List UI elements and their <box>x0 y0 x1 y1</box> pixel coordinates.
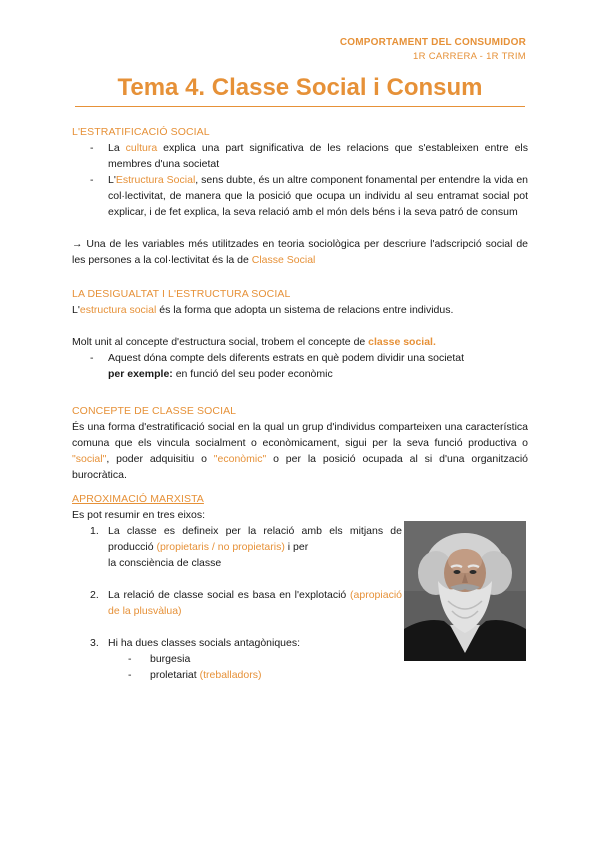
keyword: Estructura Social <box>115 174 196 186</box>
sub-bullet <box>72 667 402 683</box>
note-text: → Una de les variables més utilitzades en teoria sociològica per descriure l'adscripció social de les persones a la col·lectivitat és la de <box>72 238 528 266</box>
section-heading: L'ESTRATIFICACIÓ SOCIAL <box>72 126 210 138</box>
portrait-photo <box>404 521 526 661</box>
dash-marker: - <box>128 669 132 681</box>
paragraph-text: o per la posició ocupada al si d'una organització burocràtica. <box>72 453 528 481</box>
section-heading: APROXIMACIÓ MARXISTA <box>72 493 204 505</box>
item-number: 2. <box>90 589 99 601</box>
keyword: "social" <box>72 453 107 465</box>
numbered-item <box>72 523 402 571</box>
bullet-text: L' <box>108 174 116 186</box>
paragraph-text: L' <box>72 304 80 316</box>
keyword: classe social. <box>368 336 436 348</box>
sub-bullet <box>72 651 402 667</box>
header-course: COMPORTAMENT DEL CONSUMIDOR <box>339 37 526 48</box>
bullet-text: en funció del seu poder econòmic <box>172 368 333 380</box>
paragraph <box>72 302 528 318</box>
dash-marker: - <box>90 352 94 364</box>
item-text: la consciència de classe <box>108 557 222 569</box>
paragraph <box>72 419 528 483</box>
section-heading: LA DESIGUALTAT I L'ESTRUCTURA SOCIAL <box>72 288 291 300</box>
paragraph-text: Molt unit al concepte d'estructura social, trobem el concepte de <box>72 336 369 348</box>
header-term: 1R CARRERA - 1R TRIM <box>413 51 526 62</box>
sub-bullet-text: proletariat <box>150 669 200 681</box>
item-text: i per <box>284 541 309 553</box>
intro-text: Es pot resumir en tres eixos: <box>72 509 206 521</box>
bullet-text: La <box>108 142 126 154</box>
bullet-item <box>72 140 528 172</box>
numbered-item <box>72 587 402 619</box>
paragraph-text: , poder adquisitiu o <box>106 453 214 465</box>
section-desigualtat <box>72 286 528 382</box>
page-title: Tema 4. Classe Social i Consum <box>117 74 483 101</box>
item-number: 3. <box>90 637 99 649</box>
paragraph-text: és la forma que adopta un sistema de relacions entre individus. <box>156 304 454 316</box>
bullet-item <box>72 172 528 220</box>
bullet-item <box>72 350 528 382</box>
keyword: (propietaris / no propietaris) <box>156 541 285 553</box>
item-text: La relació de classe social es basa en l'explotació <box>108 589 351 601</box>
paragraph <box>72 334 528 350</box>
portrait-illustration <box>404 521 526 661</box>
bullet-text: Aquest dóna compte dels diferents estrats en què podem dividir una societat <box>108 352 465 364</box>
keyword: "econòmic" <box>213 453 267 465</box>
paragraph-text: És una forma d'estratificació social en la qual un grup d'individus comparteixen una característica comuna que els vincula socialment o econòmicament, sigui per la seva funció productiva o <box>72 421 528 449</box>
section-marxista <box>72 491 402 683</box>
keyword: (treballadors) <box>199 669 262 681</box>
item-text: Hi ha dues classes socials antagòniques: <box>108 637 301 649</box>
item-text: La classe es defineix per la relació amb els mitjans de producció <box>108 525 402 553</box>
arrow-note <box>72 236 528 268</box>
sub-bullet-text: burgesia <box>150 653 191 665</box>
title-divider <box>75 106 525 107</box>
section-concepte <box>72 403 528 483</box>
keyword: cultura <box>125 142 158 154</box>
example-label: per exemple: <box>108 368 173 380</box>
dash-marker: - <box>90 142 94 154</box>
keyword: (apropiació de la plusvàlua) <box>108 589 402 617</box>
numbered-item <box>72 635 402 651</box>
dash-marker: - <box>128 653 132 665</box>
item-number: 1. <box>90 525 99 537</box>
section-heading: CONCEPTE DE CLASSE SOCIAL <box>72 405 237 417</box>
keyword: estructura social <box>79 304 157 316</box>
bullet-text: explica una part significativa de les relacions que s'estableixen entre els membres d'una societat <box>108 142 528 170</box>
section-estratificacio <box>72 124 528 268</box>
bullet-text: , sens dubte, és un altre component fonamental per entendre la vida en col·lectivitat, de manera que la posició que ocupa un individu al seu entramat social pot explicar, i de fet explica, la seva relació amb el món dels béns i la seva patró de consum <box>108 174 528 218</box>
dash-marker: - <box>90 174 94 186</box>
keyword: Classe Social <box>251 254 316 266</box>
